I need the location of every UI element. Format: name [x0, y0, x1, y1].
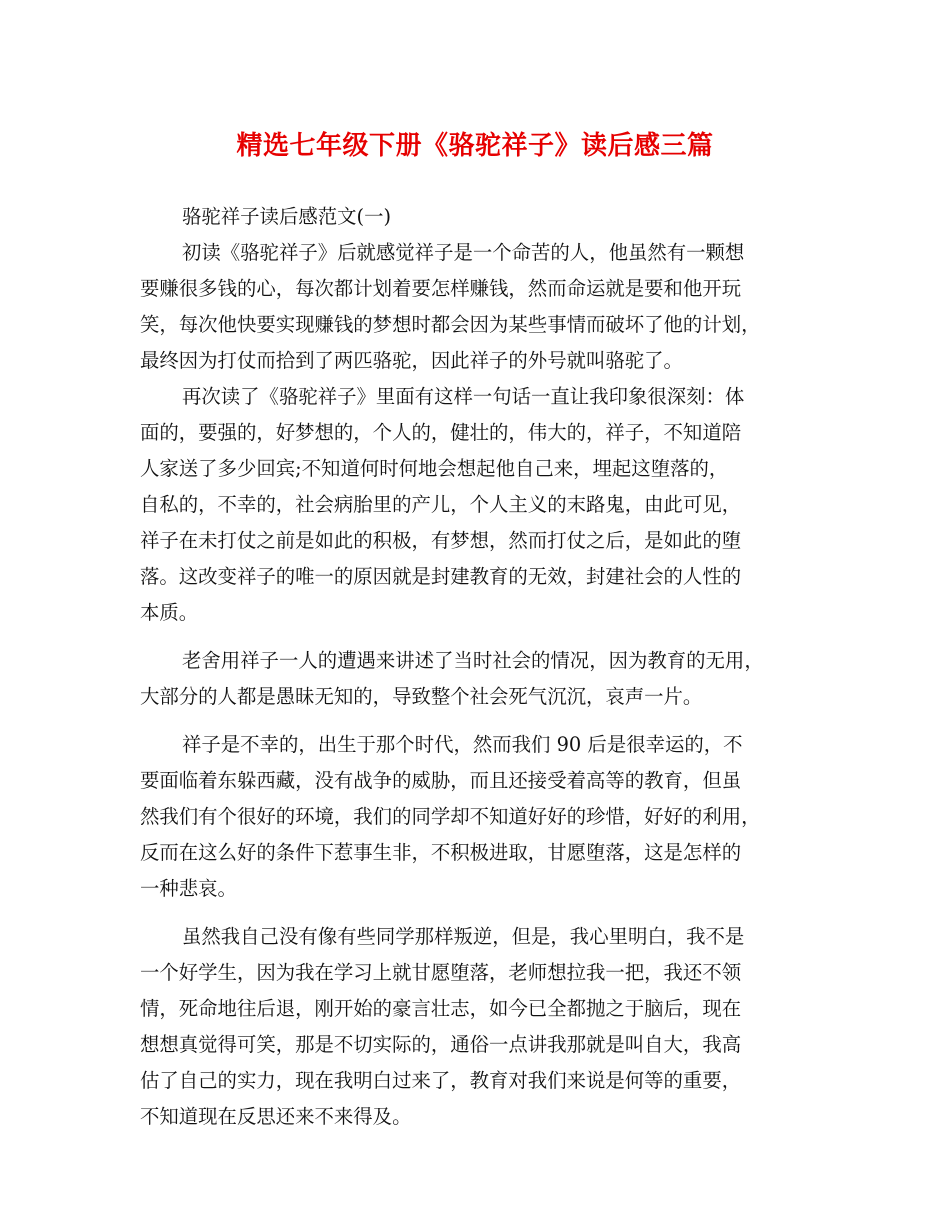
paragraph-spacer: [140, 631, 820, 643]
section-heading: 骆驼祥子读后感范文(一): [182, 205, 392, 228]
paragraph-4: [140, 727, 820, 907]
paragraph-line: 初读《骆驼祥子》后就感觉祥子是一个命苦的人，他虽然有一颗想: [182, 241, 745, 264]
paragraph-line: 本质。: [140, 601, 199, 624]
paragraph-line: 大部分的人都是愚昧无知的，导致整个社会死气沉沉，哀声一片。: [140, 685, 703, 708]
paragraph-line: 人家送了多少回宾;不知道何时何地会想起他自己来，埋起这堕落的，: [140, 457, 729, 480]
paragraph-line: 落。这改变祥子的唯一的原因就是封建教育的无效，封建社会的人性的: [140, 565, 742, 588]
paragraph-line: 最终因为打仗而拾到了两匹骆驼，因此祥子的外号就叫骆驼了。: [140, 349, 683, 372]
paragraph-2: [140, 379, 820, 631]
paragraph-line: 再次读了《骆驼祥子》里面有这样一句话一直让我印象很深刻：体: [182, 385, 745, 408]
paragraph-5: [140, 919, 820, 1135]
paragraph-line: 面的，要强的，好梦想的，个人的，健壮的，伟大的，祥子，不知道陪: [140, 421, 742, 444]
paragraph-line: 想想真觉得可笑，那是不切实际的，通俗一点讲我那就是叫自大，我高: [140, 1033, 742, 1056]
paragraph-line: 一个好学生，因为我在学习上就甘愿堕落，老师想拉我一把，我还不领: [140, 961, 742, 984]
document-title: 精选七年级下册《骆驼祥子》读后感三篇: [236, 131, 714, 161]
paragraph-line: 反而在这么好的条件下惹事生非，不积极进取，甘愿堕落，这是怎样的: [140, 841, 742, 864]
document-body: [140, 199, 820, 1135]
paragraph-line: 虽然我自己没有像有些同学那样叛逆，但是，我心里明白，我不是: [182, 925, 745, 948]
paragraph-line: 估了自己的实力，现在我明白过来了，教育对我们来说是何等的重要，: [140, 1069, 742, 1092]
paragraph-1: [140, 235, 820, 379]
paragraph-line: 情，死命地往后退，刚开始的豪言壮志，如今已全都抛之于脑后，现在: [140, 997, 742, 1020]
paragraph-spacer: [140, 715, 820, 727]
paragraph-line: 然我们有个很好的环境，我们的同学却不知道好好的珍惜，好好的利用，: [140, 805, 761, 828]
paragraph-line: 不知道现在反思还来不来得及。: [140, 1105, 412, 1128]
paragraph-line: 老舍用祥子一人的遭遇来讲述了当时社会的情况，因为教育的无用，: [182, 649, 764, 672]
paragraph-spacer: [140, 907, 820, 919]
paragraph-3: [140, 643, 820, 715]
paragraph-line: 一种悲哀。: [140, 877, 237, 900]
paragraph-line: 祥子是不幸的，出生于那个时代，然而我们 90 后是很幸运的，不: [182, 733, 743, 756]
paragraph-line: 笑，每次他快要实现赚钱的梦想时都会因为某些事情而破坏了他的计划，: [140, 313, 761, 336]
paragraph-line: 祥子在未打仗之前是如此的积极，有梦想，然而打仗之后，是如此的堕: [140, 529, 742, 552]
paragraph-line: 要赚很多钱的心，每次都计划着要怎样赚钱，然而命运就是要和他开玩: [140, 277, 742, 300]
paragraph-line: 要面临着东躲西藏，没有战争的威胁，而且还接受着高等的教育，但虽: [140, 769, 742, 792]
paragraph-line: 自私的，不幸的，社会病胎里的产儿，个人主义的末路鬼，由此可见，: [140, 493, 742, 516]
